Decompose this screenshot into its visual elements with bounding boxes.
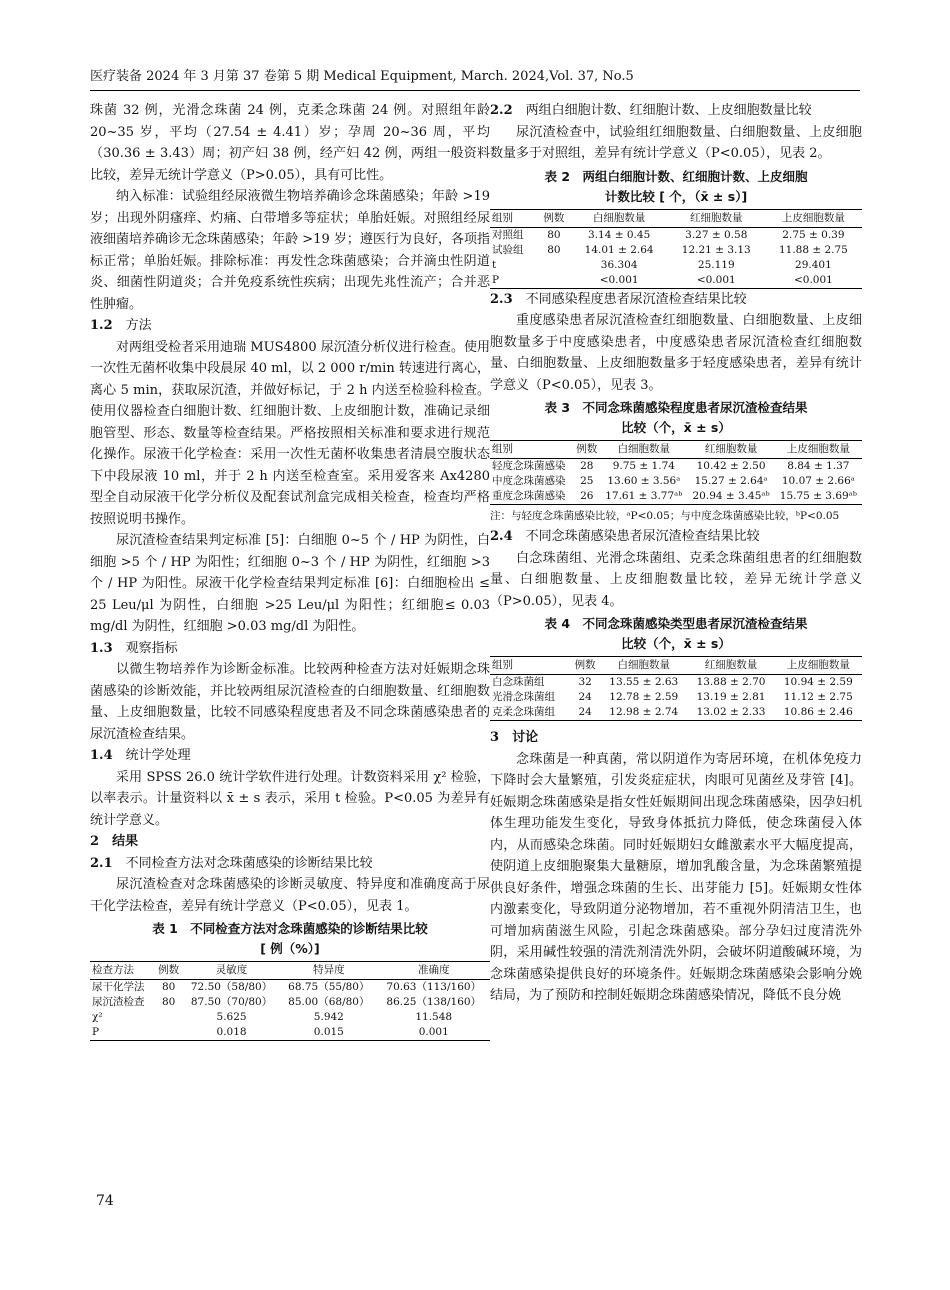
table-row <box>490 258 862 273</box>
table-cell: 72.50（58/80） <box>190 981 273 993</box>
section-number: 1.2 <box>90 318 113 333</box>
table-cell <box>154 1010 183 1025</box>
table-cell: P <box>90 1025 154 1041</box>
section-number: 2.4 <box>490 529 513 544</box>
section-number: 3 <box>490 730 500 745</box>
section-heading-1-3 <box>90 638 490 660</box>
data-table <box>490 440 862 505</box>
paragraph-baseline: 珠菌 32 例，光滑念珠菌 24 例，克柔念珠菌 24 例。对照组年龄 20~35 岁，平均（27.54 ± 4.41）岁；孕周 20~36 周，平均（30.36 ± 3.43）周；初产妇 38 例，经产妇 42 例，两组一般资料比较，差异无统计学意义（P>0.05），具有可比性。 <box>90 103 490 183</box>
table-cell: P <box>490 273 537 289</box>
table-cell: 5.942 <box>313 1011 344 1023</box>
table-row <box>90 1010 490 1025</box>
table-cell: χ² <box>92 1011 103 1023</box>
paragraph-criteria: 纳入标准：试验组经尿液微生物培养确诊念珠菌感染；年龄 >19 岁；出现外阴瘙痒、灼痛、白带增多等症状；单胎妊娠。对照组经尿液细菌培养确诊无念珠菌感染；年龄 >19 岁；遵医行为良好，各项指标正常；单胎妊娠。排除标准：再发性念珠菌感染；合并滴虫性阴道炎、细菌性阴道炎；合并免疫系统性疾病；出现先兆性流产；合并恶性肿瘤。 <box>90 189 490 312</box>
column-header: 组别 <box>490 441 573 459</box>
table-cell: 17.61 ± 3.77ᵃᵇ <box>600 489 687 505</box>
section-title: 不同检查方法对念珠菌感染的诊断结果比较 <box>125 855 373 871</box>
table-cell: 11.12 ± 2.75 <box>783 691 853 703</box>
left-column <box>90 100 490 1041</box>
table-caption-line: 比较（个，x̄ ± s） <box>621 636 731 651</box>
table-cell: 70.63（113/160） <box>386 981 482 993</box>
table-header-row <box>490 441 862 459</box>
paragraph-statistics: 采用 SPSS 26.0 统计学软件进行处理。计数资料采用 χ² 检验，以率表示。计量资料以 x̄ ± s 表示，采用 t 检验。P<0.05 为差异有统计学意义。 <box>90 769 490 828</box>
column-header: 准确度 <box>377 962 490 980</box>
table-cell: 36.304 <box>600 258 638 271</box>
section-number: 1.4 <box>90 748 113 763</box>
table-caption <box>490 614 862 654</box>
table-cell <box>154 1025 183 1041</box>
table-cell: 2.75 ± 0.39 <box>782 228 845 241</box>
table-row <box>490 489 862 505</box>
table-cell: 12.98 ± 2.74 <box>600 705 687 721</box>
table-cell: 80 <box>161 981 176 993</box>
table-cell: 13.55 ± 2.63 <box>609 676 679 688</box>
column-header: 特异度 <box>280 962 377 980</box>
paragraph-results-2-1: 尿沉渣检查对念珠菌感染的诊断灵敏度、特异度和准确度高于尿干化学法检查，差异有统计学意义（P<0.05），见表 1。 <box>90 877 490 914</box>
column-header: 灵敏度 <box>183 962 280 980</box>
table-row <box>490 675 862 691</box>
table-cell: 5.625 <box>216 1011 247 1023</box>
table-cell: 13.88 ± 2.70 <box>696 676 766 688</box>
section-number: 2.1 <box>90 855 113 871</box>
table-cell: 尿干化学法 <box>92 981 145 993</box>
table-cell: 光滑念珠菌组 <box>492 691 555 703</box>
section-title: 结果 <box>112 834 139 849</box>
table-cell: 尿沉渣检查 <box>92 996 145 1008</box>
paragraph-results-2-2: 尿沉渣检查中，试验组红细胞数量、白细胞数量、上皮细胞数量多于对照组，差异有统计学意义（P<0.05），见表 2。 <box>490 124 862 161</box>
section-heading-2-4 <box>490 526 862 548</box>
paragraph-discussion: 念珠菌是一种真菌，常以阴道作为寄居环境，在机体免疫力下降时会大量繁殖，引发炎症症状，肉眼可见菌丝及芽管 [4]。妊娠期念珠菌感染是指女性妊娠期间出现念珠菌感染，因孕妇机体生理功能发生变化，导致身体抵抗力降低，使念珠菌侵入体内，从而感染念珠菌。同时妊娠期妇女雌激素水平大幅度提高，使阴道上皮细胞聚集大量糖原，增加乳酸含量，为念珠菌繁殖提供良好条件，增强念珠菌的生长、出芽能力 [5]。妊娠期女性体内激素变化，导致阴道分泌物增加，若不重视外阴清洁卫生，也可增加病菌滋生风险，引起念珠菌感染。部分孕妇过度清洗外阴，采用碱性较强的清洗剂清洗外阴，会破坏阴道酸碱环境，为念珠菌感染提供良好的环境条件。妊娠期念珠菌感染会影响分娩结局，为了预防和控制妊娠期念珠菌感染情况，降低不良分娩 <box>490 751 862 1003</box>
section-number: 1.3 <box>90 640 113 656</box>
section-title: 方法 <box>125 318 152 333</box>
column-header: 检查方法 <box>90 962 154 980</box>
section-title: 统计学处理 <box>125 748 191 763</box>
paragraph-method: 对两组受检者采用迪瑞 MUS4800 尿沉渣分析仪进行检查。使用一次性无菌杯收集中段晨尿 40 ml，以 2 000 r/min 转速进行离心，离心 5 min，获取尿沉渣，并做好标记，于 2 h 内送至检验科检查。使用仪器检查白细胞计数、红细胞计数、上皮细胞计数，准确记录细胞管型、形态、数量等检查结果。严格按照相关标准和要求进行规范化操作。尿液干化学检查：采用一次性无菌杯收集患者清晨空腹状态下中段尿液 10 ml，并于 2 h 内送至检查室。采用爱客来 Ax4280 型全自动尿液干化学分析仪及配套试剂盒完成相关检查，检查均严格按照说明书操作。 <box>90 339 490 527</box>
table-cell: 11.548 <box>415 1011 453 1023</box>
table-cell: 15.75 ± 3.69ᵃᵇ <box>775 489 862 505</box>
table-2 <box>490 167 862 289</box>
column-header: 上皮细胞数量 <box>775 657 862 675</box>
right-column <box>490 100 862 1007</box>
table-cell: 32 <box>578 676 592 688</box>
table-cell: 68.75（55/80） <box>288 981 370 993</box>
column-header: 白细胞数量 <box>600 657 687 675</box>
table-cell: 0.018 <box>183 1025 280 1041</box>
table-1 <box>90 919 490 1041</box>
table-cell: 3.14 ± 0.45 <box>588 228 651 241</box>
column-header: 组别 <box>490 657 570 675</box>
table-cell: 29.401 <box>795 258 832 271</box>
table-header-row <box>490 657 862 675</box>
table-cell: 87.50（70/80） <box>190 996 273 1008</box>
table-row <box>490 459 862 475</box>
paragraph-results-2-3: 重度感染患者尿沉渣检查红细胞数量、白细胞数量、上皮细胞数量多于中度感染患者，中度感染患者尿沉渣检查红细胞数量、白细胞数量、上皮细胞数量多于轻度感染患者，差异有统计学意义（P<0.05），见表 3。 <box>490 313 862 393</box>
section-heading-1-2 <box>90 315 490 337</box>
table-cell: 25.119 <box>697 258 735 271</box>
table-cell: 重度念珠菌感染 <box>490 489 573 505</box>
table-header-row <box>90 962 490 980</box>
column-header: 例数 <box>573 441 600 459</box>
table-row <box>490 474 862 489</box>
table-cell: 26 <box>573 489 600 505</box>
table-caption-line: 表 2 两组白细胞计数、红细胞计数、上皮细胞 <box>544 168 808 184</box>
table-row <box>490 705 862 721</box>
table-cell: 28 <box>580 460 594 472</box>
column-header: 白细胞数量 <box>600 441 687 459</box>
table-cell: 0.015 <box>280 1025 377 1041</box>
table-cell: 12.78 ± 2.59 <box>609 691 679 703</box>
table-4 <box>490 614 862 721</box>
table-cell: 12.21 ± 3.13 <box>681 243 751 256</box>
table-row <box>490 690 862 705</box>
table-cell: 中度念珠菌感染 <box>492 475 566 487</box>
table-row <box>490 243 862 258</box>
table-cell: <0.001 <box>668 273 765 289</box>
column-header: 例数 <box>537 209 570 227</box>
paragraph-observation: 以微生物培养作为诊断金标准。比较两种检查方法对妊娠期念珠菌感染的诊断效能，并比较两组尿沉渣检查的白细胞数量、红细胞数量、上皮细胞数量，比较不同感染程度患者及不同念珠菌感染患者的尿沉渣检查结果。 <box>90 662 490 742</box>
table-cell: 80 <box>547 243 561 256</box>
table-header-row <box>490 209 862 227</box>
table-cell: 轻度念珠菌感染 <box>492 460 566 472</box>
table-cell: 3.27 ± 0.58 <box>685 228 748 241</box>
table-cell: 9.75 ± 1.74 <box>612 460 675 472</box>
section-heading-2-1 <box>90 853 490 875</box>
table-note: 注：与轻度念珠菌感染比较，ᵃP<0.05；与中度念珠菌感染比较，ᵇP<0.05 <box>490 510 840 522</box>
data-table <box>490 656 862 721</box>
table-row <box>490 227 862 243</box>
section-heading-3 <box>490 727 862 749</box>
table-caption-line: 表 3 不同念珠菌感染程度患者尿沉渣检查结果 <box>544 400 808 415</box>
table-cell: 10.86 ± 2.46 <box>775 705 862 721</box>
table-cell <box>537 273 570 289</box>
page-number: 74 <box>96 1193 114 1209</box>
column-header: 上皮细胞数量 <box>775 441 862 459</box>
table-cell: 0.001 <box>377 1025 490 1041</box>
table-cell: 13.19 ± 2.81 <box>696 691 766 703</box>
table-cell: 24 <box>570 705 600 721</box>
section-title: 观察指标 <box>125 640 178 656</box>
table-cell: 14.01 ± 2.64 <box>584 243 654 256</box>
table-cell: 13.60 ± 3.56ᵃ <box>607 475 681 487</box>
table-cell: <0.001 <box>571 273 668 289</box>
table-cell: 85.00（68/80） <box>288 996 370 1008</box>
table-cell: 25 <box>580 475 594 487</box>
table-cell: 10.07 ± 2.66ᵃ <box>781 475 855 487</box>
table-cell: 80 <box>547 228 561 241</box>
table-cell: 13.02 ± 2.33 <box>687 705 774 721</box>
table-caption <box>90 919 490 959</box>
section-number: 2.2 <box>490 103 513 118</box>
table-cell: 10.94 ± 2.59 <box>783 676 853 688</box>
table-caption <box>490 167 862 207</box>
table-cell: 80 <box>161 996 176 1008</box>
table-row <box>90 995 490 1010</box>
column-header: 组别 <box>490 209 537 227</box>
table-caption-line: [ 例（%）] <box>260 941 320 956</box>
table-row <box>90 1025 490 1041</box>
table-row <box>490 273 862 289</box>
column-header: 例数 <box>154 962 183 980</box>
data-table <box>490 209 862 289</box>
table-3 <box>490 398 862 524</box>
table-cell: 试验组 <box>492 243 524 256</box>
table-cell: 对照组 <box>492 228 524 241</box>
table-cell <box>537 258 570 273</box>
table-cell: 86.25（138/160） <box>386 996 482 1008</box>
column-header: 白细胞数量 <box>571 209 668 227</box>
table-cell: 20.94 ± 3.45ᵃᵇ <box>687 489 774 505</box>
table-cell: 11.88 ± 2.75 <box>778 243 848 256</box>
table-cell: 24 <box>578 691 592 703</box>
section-heading-1-4 <box>90 745 490 767</box>
section-number: 2.3 <box>490 291 513 307</box>
column-header: 例数 <box>570 657 600 675</box>
column-header: 红细胞数量 <box>687 441 774 459</box>
paragraph-criteria-standard: 尿沉渣检查结果判定标准 [5]：白细胞 0~5 个 / HP 为阴性，白细胞 >5 个 / HP 为阳性；红细胞 0~3 个 / HP 为阴性，红细胞 >3 个 / HP 为阳性。尿液干化学检查结果判定标准 [6]：白细胞检出 ≤ 25 Leu/μl 为阴性，白细胞 >25 Leu/μl 为阳性；红细胞≤ 0.03 mg/dl 为阴性，红细胞 >0.03 mg/dl 为阳性。 <box>90 533 490 634</box>
table-cell: t <box>492 258 497 271</box>
table-caption-line: 比较（个，x̄ ± s） <box>621 420 731 435</box>
section-title: 不同念珠菌感染患者尿沉渣检查结果比较 <box>525 529 760 544</box>
section-number: 2 <box>90 834 100 849</box>
table-caption-line: 计数比较 [ 个，（x̄ ± s）] <box>604 188 748 204</box>
table-caption <box>490 398 862 438</box>
paragraph-results-2-4: 白念珠菌组、光滑念珠菌组、克柔念珠菌组患者的红细胞数量、白细胞数量、上皮细胞数量比较，差异无统计学意义（P>0.05），见表 4。 <box>490 550 862 609</box>
table-cell: 8.84 ± 1.37 <box>787 460 850 472</box>
section-heading-2 <box>90 831 490 853</box>
table-row <box>90 980 490 996</box>
data-table <box>90 961 490 1041</box>
table-cell: 15.27 ± 2.64ᵃ <box>694 475 768 487</box>
table-cell: 10.42 ± 2.50 <box>696 460 766 472</box>
column-header: 红细胞数量 <box>668 209 765 227</box>
table-cell: <0.001 <box>765 273 862 289</box>
section-title: 不同感染程度患者尿沉渣检查结果比较 <box>525 291 747 307</box>
table-caption-line: 表 1 不同检查方法对念珠菌感染的诊断结果比较 <box>152 921 428 936</box>
column-header: 红细胞数量 <box>687 657 774 675</box>
section-heading-2-2 <box>490 100 862 122</box>
section-title: 讨论 <box>512 730 539 745</box>
column-header: 上皮细胞数量 <box>765 209 862 227</box>
table-caption-line: 表 4 不同念珠菌感染类型患者尿沉渣检查结果 <box>544 616 808 631</box>
section-heading-2-3 <box>490 289 862 311</box>
table-cell: 白念珠菌组 <box>492 676 545 688</box>
table-cell: 克柔念珠菌组 <box>490 705 570 721</box>
running-header: 医疗装备 2024 年 3 月第 37 卷第 5 期 Medical Equipment, March. 2024,Vol. 37, No.5 <box>90 68 860 91</box>
section-title: 两组白细胞计数、红细胞计数、上皮细胞数量比较 <box>525 103 812 118</box>
